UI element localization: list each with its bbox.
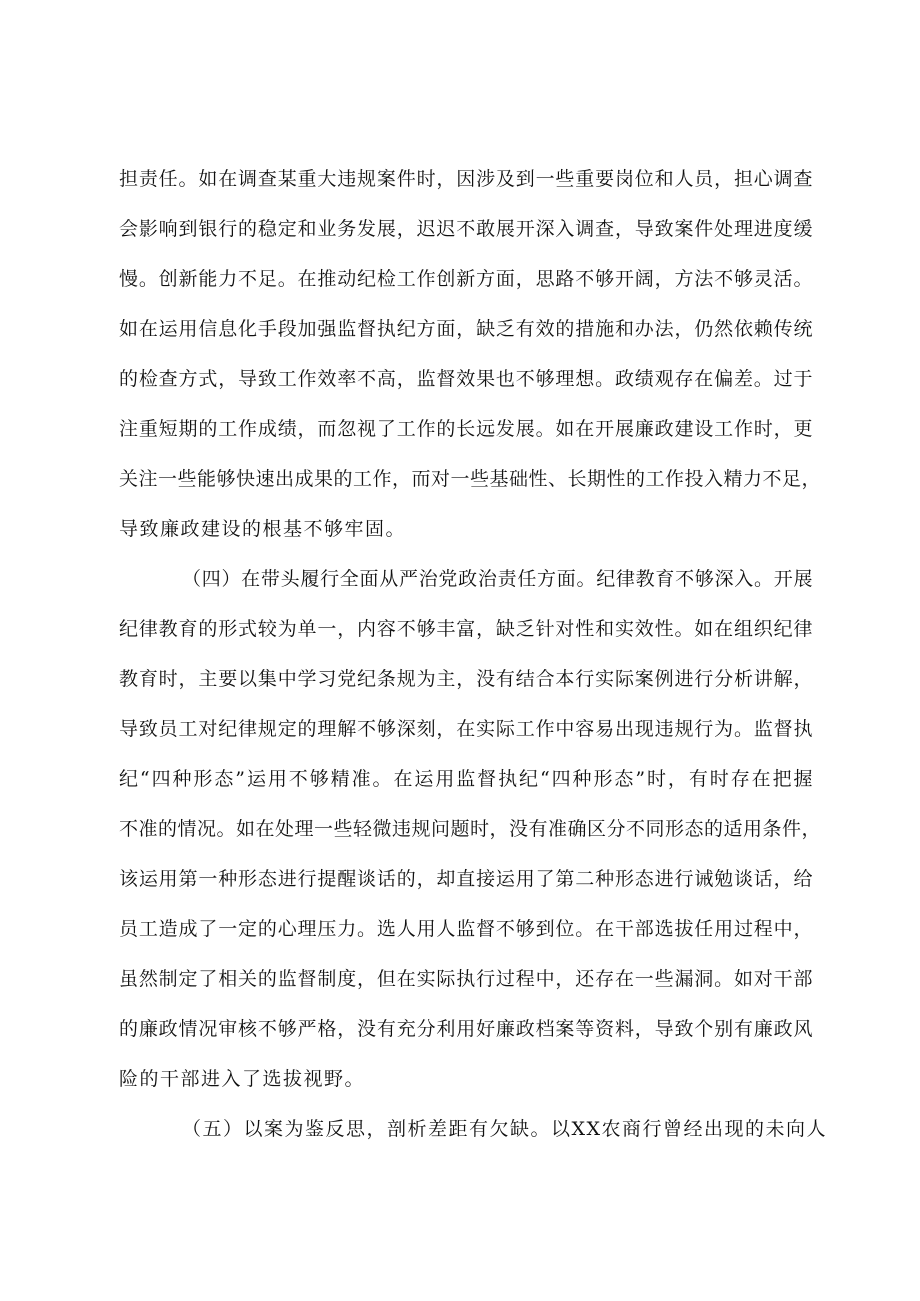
text-line: （五）以案为鉴反思，剖析差距有欠缺。以XX农商行曾经出现的未向人 bbox=[182, 1118, 828, 1140]
text-line: 注重短期的工作成绩，而忽视了工作的长远发展。如在开展廉政建设工作时，更 bbox=[119, 418, 813, 440]
text-line: 教育时，主要以集中学习党纪条规为主，没有结合本行实际案例进行分析讲解， bbox=[119, 668, 813, 690]
text-line: （四）在带头履行全面从严治党政治责任方面。纪律教育不够深入。开展 bbox=[182, 568, 813, 590]
text-line: 虽然制定了相关的监督制度，但在实际执行过程中，还存在一些漏洞。如对干部 bbox=[119, 968, 813, 990]
text-line: 不准的情况。如在处理一些轻微违规问题时，没有准确区分不同形态的适用条件， bbox=[119, 818, 822, 840]
text-line: 该运用第一种形态进行提醒谈话的，却直接运用了第二种形态进行诫勉谈话，给 bbox=[119, 868, 813, 890]
text-line: 导致廉政建设的根基不够牢固。 bbox=[119, 518, 407, 540]
text-line: 纪律教育的形式较为单一，内容不够丰富，缺乏针对性和实效性。如在组织纪律 bbox=[119, 618, 813, 640]
text-line: 担责任。如在调查某重大违规案件时，因涉及到一些重要岗位和人员，担心调查 bbox=[119, 168, 813, 190]
text-line: 的检查方式，导致工作效率不高，监督效果也不够理想。政绩观存在偏差。过于 bbox=[119, 368, 813, 390]
text-line: 纪“四种形态”运用不够精准。在运用监督执纪“四种形态”时，有时存在把握 bbox=[119, 768, 813, 790]
text-line: 慢。创新能力不足。在推动纪检工作创新方面，思路不够开阔，方法不够灵活。 bbox=[119, 268, 813, 290]
text-line: 导致员工对纪律规定的理解不够深刻，在实际工作中容易出现违规行为。监督执 bbox=[119, 718, 813, 740]
text-line: 险的干部进入了选拔视野。 bbox=[119, 1068, 366, 1090]
text-line: 如在运用信息化手段加强监督执纪方面，缺乏有效的措施和办法，仍然依赖传统 bbox=[119, 318, 813, 340]
text-line: 的廉政情况审核不够严格，没有充分利用好廉政档案等资料，导致个别有廉政风 bbox=[119, 1018, 813, 1040]
text-line: 关注一些能够快速出成果的工作，而对一些基础性、长期性的工作投入精力不足， bbox=[119, 468, 822, 490]
text-line: 会影响到银行的稳定和业务发展，迟迟不敢展开深入调查，导致案件处理进度缓 bbox=[119, 218, 813, 240]
text-line: 员工造成了一定的心理压力。选人用人监督不够到位。在干部选拔任用过程中， bbox=[119, 918, 813, 940]
